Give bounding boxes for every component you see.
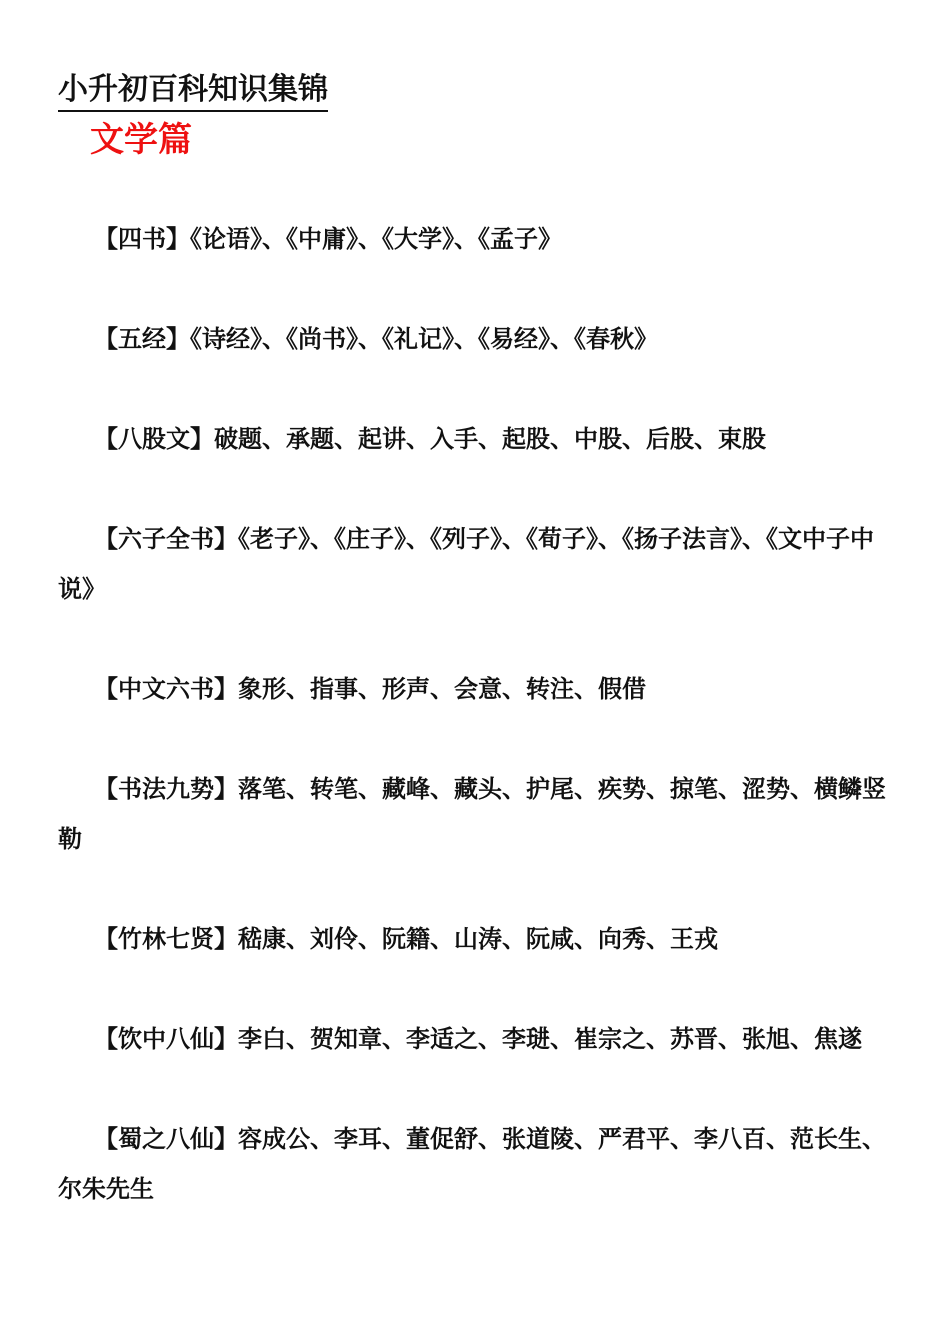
entry-five-classics: 【五经】《诗经》、《尚书》、《礼记》、《易经》、《春秋》 — [94, 325, 658, 353]
document-title: 小升初百科知识集锦 — [58, 70, 328, 112]
entry-eight-immortals-of-shu: 【蜀之八仙】容成公、李耳、董促舒、张道陵、严君平、李八百、范长生、尔朱先生 — [58, 1125, 886, 1203]
entry-calligraphy-nine-forces: 【书法九势】落笔、转笔、藏峰、藏头、护尾、疾势、掠笔、涩势、横鳞竖勒 — [58, 775, 886, 853]
entry-four-books: 【四书】《论语》、《中庸》、《大学》、《孟子》 — [94, 225, 562, 253]
entry-list — [58, 214, 888, 1264]
entry-six-masters: 【六子全书】《老子》、《庄子》、《列子》、《荀子》、《扬子法言》、《文中子中说》 — [58, 525, 874, 603]
entry-eight-immortals-of-wine: 【饮中八仙】李白、贺知章、李适之、李琎、崔宗之、苏晋、张旭、焦遂 — [94, 1025, 862, 1053]
entry-eight-legged-essay: 【八股文】破题、承题、起讲、入手、起股、中股、后股、束股 — [94, 425, 766, 453]
entry-six-scripts: 【中文六书】象形、指事、形声、会意、转注、假借 — [94, 675, 646, 703]
section-title: 文学篇 — [90, 120, 192, 160]
entry-seven-sages: 【竹林七贤】嵇康、刘伶、阮籍、山涛、阮咸、向秀、王戎 — [94, 925, 718, 953]
